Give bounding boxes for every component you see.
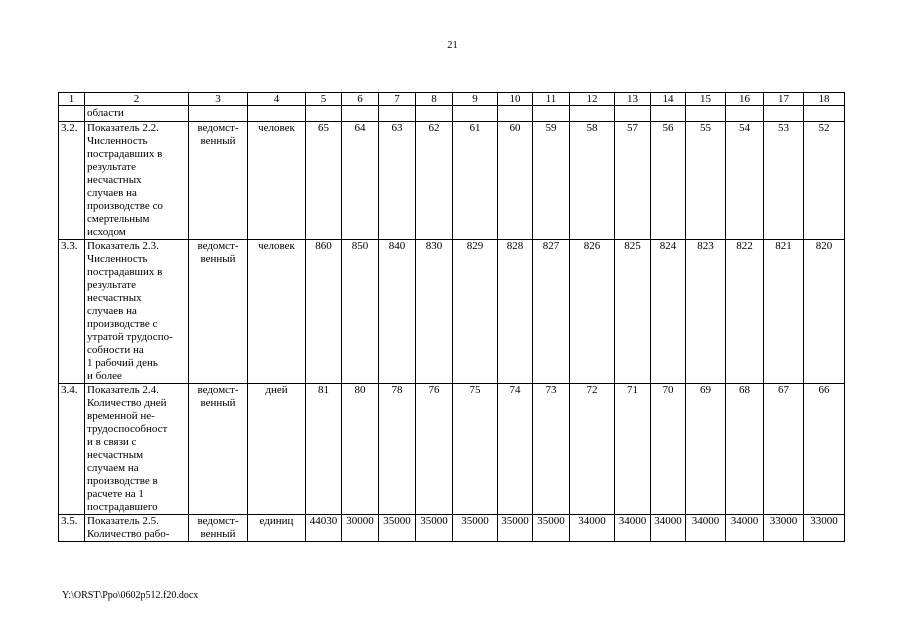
indicator-name-line: несчастных [87,174,142,186]
column-number-cell: 10 [498,93,533,106]
indicator-value: 823 [686,240,726,384]
indicator-name-line: несчастных [87,292,142,304]
indicator-value: 70 [651,384,686,515]
table-body [59,93,845,542]
column-number-cell: 2 [85,93,189,106]
indicator-value: 58 [570,122,615,240]
indicator-name-line: случаев на [87,187,137,199]
row-number: 3.5. [59,515,85,542]
unit-of-measure: человек [248,122,306,240]
indicator-name-line: производстве со [87,200,163,212]
indicator-value: 820 [804,240,845,384]
indicator-name-line: Показатель 2.2. [87,122,159,134]
table-row [59,515,845,542]
indicator-value: 73 [533,384,570,515]
indicator-name-line: пострадавших в [87,148,163,160]
indicator-value: 71 [615,384,651,515]
indicator-name-line: случаем на [87,462,139,474]
column-number-row [59,93,845,106]
indicator-value: 30000 [342,515,379,542]
indicator-value: 34000 [651,515,686,542]
indicator-value: 75 [453,384,498,515]
column-number-cell: 15 [686,93,726,106]
data-source-line: ведомст- [197,515,239,527]
data-source-line: венный [200,135,236,147]
indicator-value: 826 [570,240,615,384]
empty-cell [306,106,342,122]
column-number-cell: 3 [189,93,248,106]
data-source [189,515,248,542]
indicator-value: 34000 [570,515,615,542]
empty-cell [189,106,248,122]
indicator-value: 35000 [498,515,533,542]
column-number-cell: 13 [615,93,651,106]
empty-cell [416,106,453,122]
indicators-table [58,92,845,542]
indicator-value: 66 [804,384,845,515]
indicator-value: 63 [379,122,416,240]
indicator-value: 821 [764,240,804,384]
data-source [189,122,248,240]
indicator-value: 829 [453,240,498,384]
indicator-value: 840 [379,240,416,384]
indicator-name-line: Показатель 2.3. [87,240,159,252]
indicator-name-line: производстве в [87,475,158,487]
indicator-name [85,384,189,515]
indicator-name-line: Количество дней [87,397,167,409]
unit-of-measure: единиц [248,515,306,542]
indicator-name-line: Численность [87,135,148,147]
column-number-cell: 16 [726,93,764,106]
table-row [59,240,845,384]
indicator-value: 34000 [615,515,651,542]
indicator-value: 53 [764,122,804,240]
empty-cell [533,106,570,122]
empty-cell [686,106,726,122]
indicator-value: 61 [453,122,498,240]
indicator-name-line: пострадавших в [87,266,163,278]
data-source-line: венный [200,397,236,409]
empty-cell [379,106,416,122]
indicator-name-line: трудоспособност [87,423,168,435]
empty-cell [764,106,804,122]
indicator-name-line: и в связи с [87,436,137,448]
empty-cell [59,106,85,122]
column-number-cell: 8 [416,93,453,106]
indicator-value: 67 [764,384,804,515]
column-number-cell: 12 [570,93,615,106]
column-number-cell: 5 [306,93,342,106]
indicator-value: 824 [651,240,686,384]
indicator-value: 81 [306,384,342,515]
empty-cell [248,106,306,122]
indicator-value: 828 [498,240,533,384]
empty-cell [615,106,651,122]
data-source-line: ведомст- [197,122,239,134]
data-source-line: венный [200,253,236,265]
indicator-name-line: 1 рабочий день [87,357,158,369]
data-source [189,240,248,384]
indicator-value: 44030 [306,515,342,542]
indicator-value: 35000 [453,515,498,542]
indicator-name-line: случаев на [87,305,137,317]
row-number: 3.3. [59,240,85,384]
indicator-value: 35000 [416,515,453,542]
indicator-name-line: Показатель 2.5. [87,515,159,527]
indicator-value: 55 [686,122,726,240]
unit-of-measure: дней [248,384,306,515]
column-number-cell: 7 [379,93,416,106]
empty-cell [342,106,379,122]
indicator-value: 850 [342,240,379,384]
indicator-value: 830 [416,240,453,384]
indicator-value: 34000 [726,515,764,542]
column-number-cell: 11 [533,93,570,106]
indicator-value: 35000 [379,515,416,542]
column-number-cell: 1 [59,93,85,106]
indicator-value: 65 [306,122,342,240]
indicator-name-line: пострадавшего [87,501,158,513]
file-path-footer: Y:\ORST\Ppo\0602p512.f20.docx [62,590,199,601]
indicator-value: 54 [726,122,764,240]
indicator-name-line: исходом [87,226,126,238]
column-number-cell: 17 [764,93,804,106]
indicator-name-line: временной не- [87,410,155,422]
indicator-name-continuation: области [85,106,189,122]
indicator-value: 62 [416,122,453,240]
indicator-name-line: результате [87,161,136,173]
data-source [189,384,248,515]
table-row [59,122,845,240]
data-source-line: венный [200,528,236,540]
empty-cell [726,106,764,122]
column-number-cell: 18 [804,93,845,106]
indicator-value: 68 [726,384,764,515]
indicator-name-line: результате [87,279,136,291]
indicator-value: 60 [498,122,533,240]
table-row [59,384,845,515]
indicator-value: 827 [533,240,570,384]
page-number: 21 [447,40,458,51]
indicator-name-line: Показатель 2.4. [87,384,159,396]
indicator-name-line: и более [87,370,122,382]
indicator-name-line: собности на [87,344,144,356]
indicator-name-line: несчастным [87,449,144,461]
indicator-value: 33000 [764,515,804,542]
column-number-cell: 14 [651,93,686,106]
unit-of-measure: человек [248,240,306,384]
indicator-name [85,240,189,384]
data-source-line: ведомст- [197,240,239,252]
continuation-row [59,106,845,122]
indicator-value: 52 [804,122,845,240]
indicator-name [85,122,189,240]
indicator-value: 76 [416,384,453,515]
row-number: 3.2. [59,122,85,240]
indicator-value: 34000 [686,515,726,542]
indicator-value: 80 [342,384,379,515]
empty-cell [453,106,498,122]
indicator-name-line: Количество рабо- [87,528,170,540]
indicator-value: 59 [533,122,570,240]
indicator-value: 825 [615,240,651,384]
empty-cell [804,106,845,122]
indicator-value: 72 [570,384,615,515]
indicator-value: 56 [651,122,686,240]
indicator-name-line: смертельным [87,213,150,225]
indicator-name-line: расчете на 1 [87,488,144,500]
empty-cell [570,106,615,122]
indicator-value: 35000 [533,515,570,542]
indicator-value: 74 [498,384,533,515]
indicator-name-line: утратой трудоспо- [87,331,173,343]
indicator-name-line: Численность [87,253,148,265]
indicator-value: 64 [342,122,379,240]
row-number: 3.4. [59,384,85,515]
data-source-line: ведомст- [197,384,239,396]
indicator-value: 860 [306,240,342,384]
column-number-cell: 4 [248,93,306,106]
indicator-name [85,515,189,542]
indicator-value: 57 [615,122,651,240]
indicator-value: 78 [379,384,416,515]
column-number-cell: 9 [453,93,498,106]
indicator-value: 822 [726,240,764,384]
indicator-value: 33000 [804,515,845,542]
indicator-value: 69 [686,384,726,515]
column-number-cell: 6 [342,93,379,106]
empty-cell [651,106,686,122]
indicator-name-line: производстве с [87,318,158,330]
empty-cell [498,106,533,122]
